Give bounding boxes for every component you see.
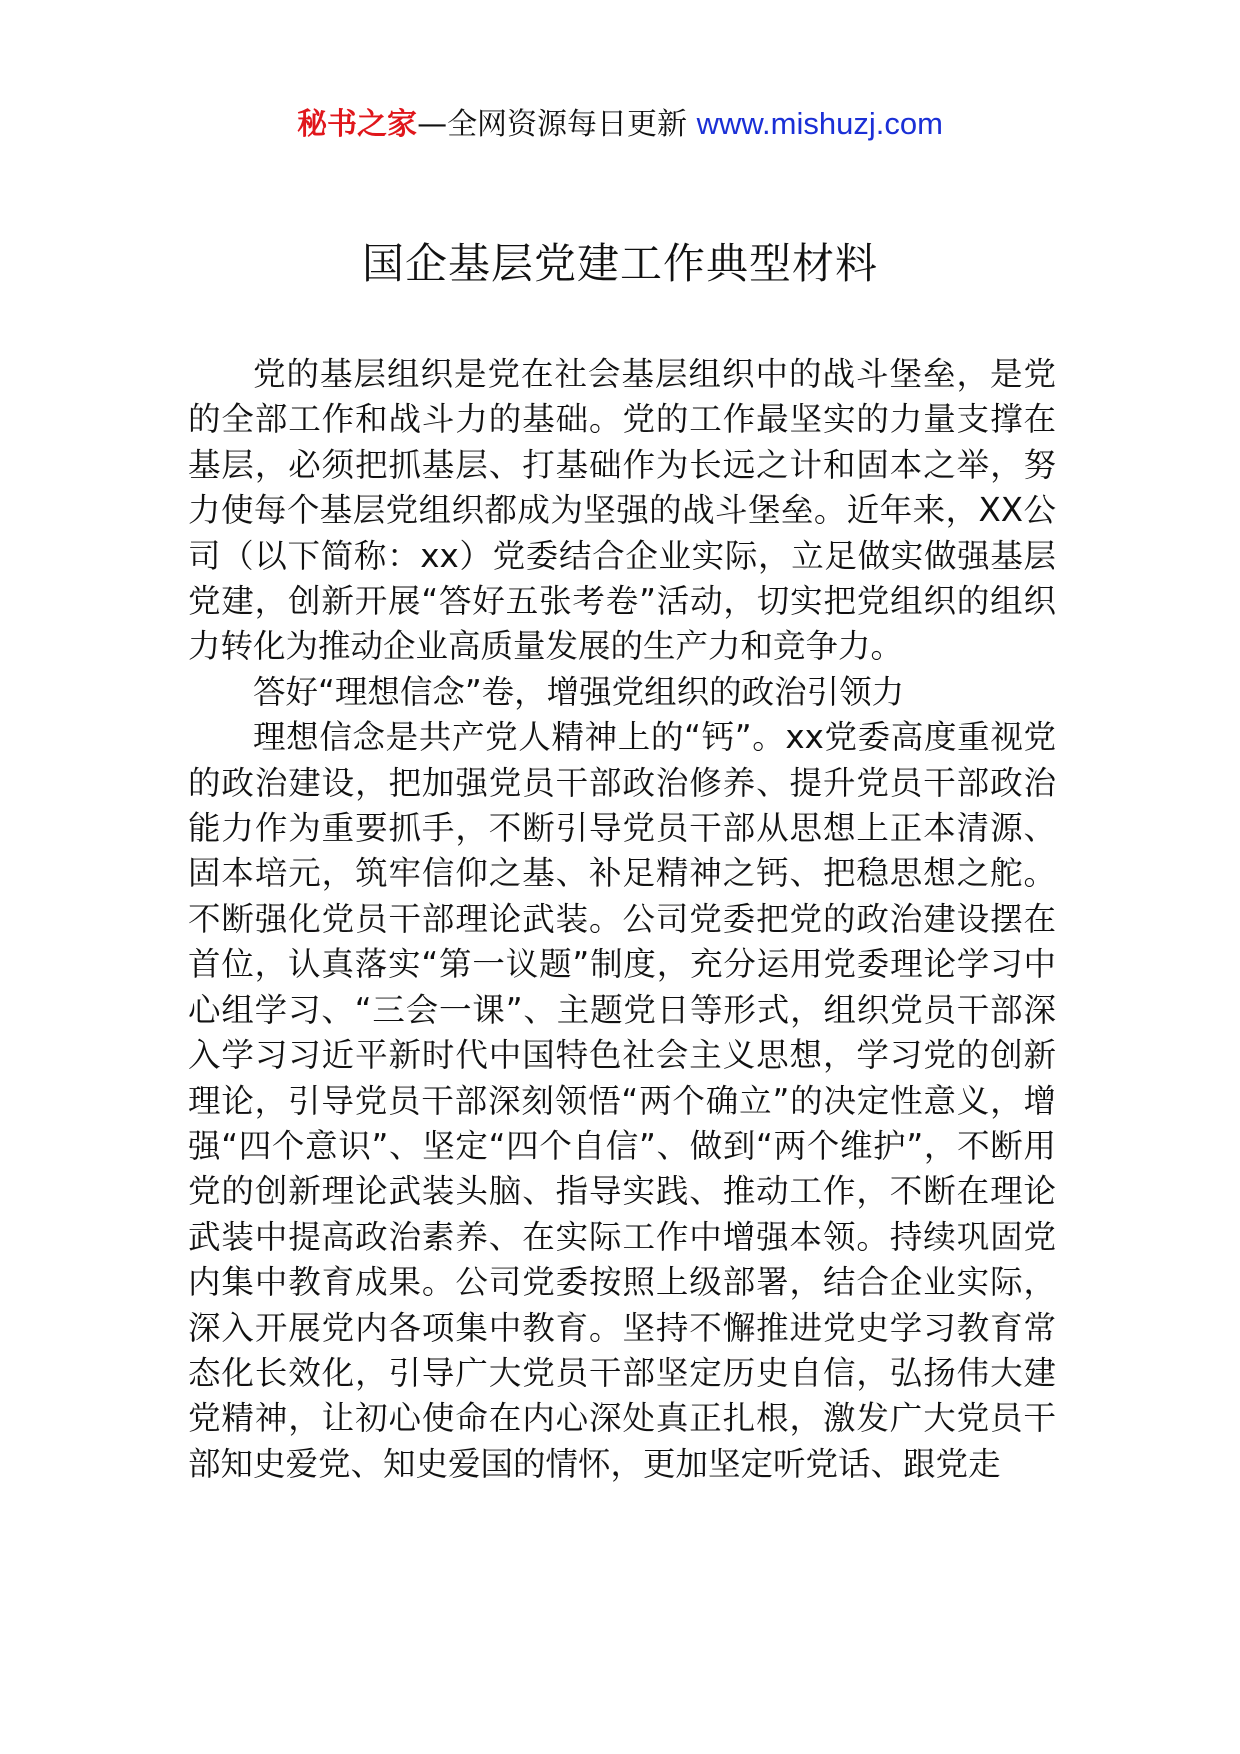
site-header — [0, 104, 1240, 145]
site-url-link[interactable]: www.mishuzj.com — [696, 106, 943, 141]
document-body — [188, 352, 1056, 1487]
document-title: 国企基层党建工作典型材料 — [361, 239, 878, 288]
site-brand: 秘书之家 — [297, 107, 418, 142]
site-slogan: —全网资源每日更新 — [417, 107, 688, 142]
paragraph-content: 理想信念是共产党人精神上的“钙”。xx党委高度重视党的政治建设，把加强党员干部政治修养、提升党员干部政治能力作为重要抓手，不断引导党员干部从思想上正本清源、固本培元，筑牢信仰之基、补足精神之钙、把稳思想之舵。不断强化党员干部理论武装。公司党委把党的政治建设摆在首位，认真落实“第一议题”制度，充分运用党委理论学习中心组学习、“三会一课”、主题党日等形式，组织党员干部深入学习习近平新时代中国特色社会主义思想，学习党的创新理论，引导党员干部深刻领悟“两个确立”的决定性意义，增强“四个意识”、坚定“四个自信”、做到“两个维护”，不断用党的创新理论武装头脑、指导实践、推动工作，不断在理论武装中提高政治素养、在实际工作中增强本领。持续巩固党内集中教育成果。公司党委按照上级部署，结合企业实际，深入开展党内各项集中教育。坚持不懈推进党史学习教育常态化长效化，引导广大党员干部坚定历史自信，弘扬伟大建党精神，让初心使命在内心深处真正扎根，激发广大党员干部知史爱党、知史爱国的情怀，更加坚定听党话、跟党走 — [188, 718, 1056, 1483]
section-heading: 答好“理想信念”卷，增强党组织的政治引领力 — [253, 672, 905, 711]
paragraph-intro: 党的基层组织是党在社会基层组织中的战斗堡垒，是党的全部工作和战斗力的基础。党的工作最坚实的力量支撑在基层，必须把抓基层、打基础作为长远之计和固本之举，努力使每个基层党组织都成为坚强的战斗堡垒。近年来，XX公司（以下简称：xx）党委结合企业实际，立足做实做强基层党建，创新开展“答好五张考卷”活动，切实把党组织的组织力转化为推动企业高质量发展的生产力和竞争力。 — [188, 355, 1056, 666]
